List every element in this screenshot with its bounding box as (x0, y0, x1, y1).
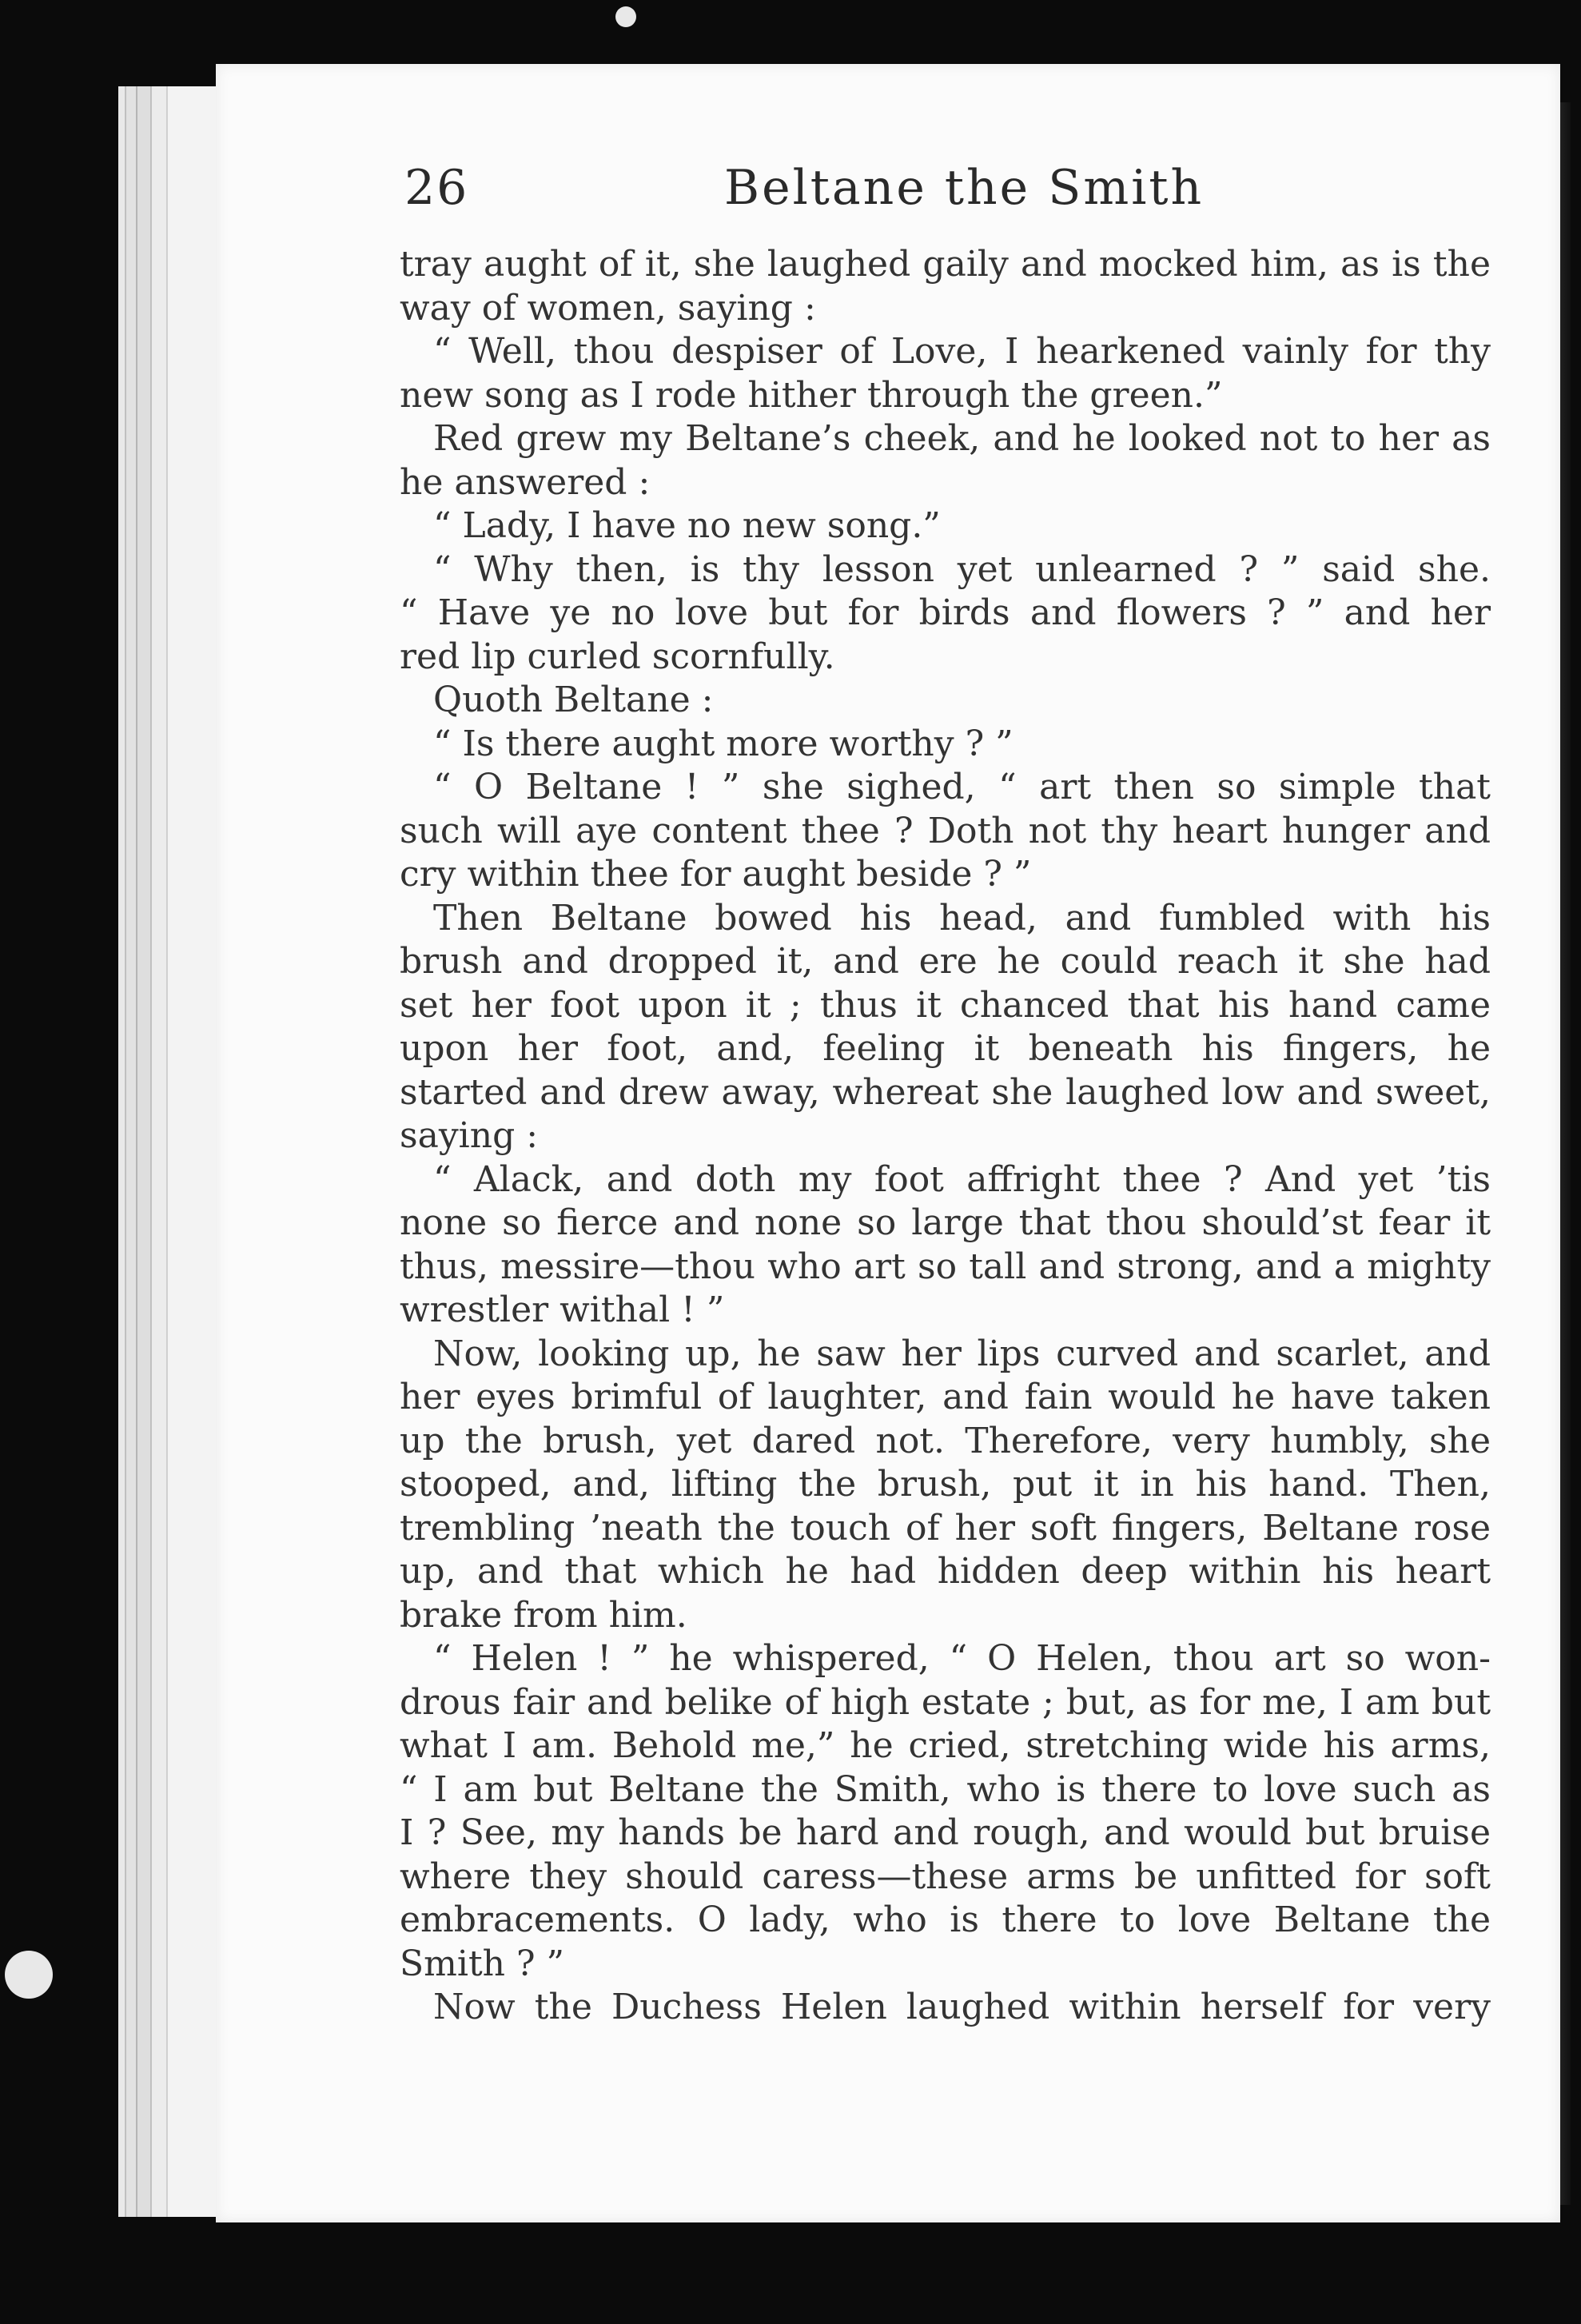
text-line: wrestler withal ! ” (400, 1290, 725, 1330)
text-line: Then Beltane bowed his head, and fumbled with his (433, 897, 1491, 939)
paragraph (400, 417, 1491, 504)
text-line: “ Alack, and doth my foot affright thee ? And yet ’tis (433, 1158, 1491, 1200)
text-line: Now, looking up, he saw her lips curved and scarlet, and (433, 1333, 1491, 1374)
text-line: “ Well, thou despiser of Love, I hearkened vainly for thy (433, 331, 1491, 372)
text-line: cry within thee for aught beside ? ” (400, 854, 1032, 895)
paragraph (400, 766, 1491, 897)
text-line: thus, messire—thou who art so tall and strong, and a mighty (400, 1246, 1491, 1287)
text-line: brake from him. (400, 1594, 687, 1636)
text-line: Smith ? ” (400, 1943, 565, 1984)
text-line: trembling ’neath the touch of her soft fingers, Beltane rose (400, 1507, 1491, 1549)
paragraph (400, 330, 1491, 417)
text-line: upon her foot, and, feeling it beneath his fingers, he (400, 1028, 1491, 1069)
paragraph (400, 679, 1491, 723)
text-line: up the brush, yet dared not. Therefore, very humbly, she (400, 1420, 1491, 1461)
text-line: “ Why then, is thy lesson yet unlearned ? ” said she. (433, 548, 1491, 590)
text-line: where they should caress—these arms be unfitted for soft (400, 1856, 1491, 1897)
paragraph (400, 243, 1491, 330)
text-line: “ Have ye no love but for birds and flowers ? ” and her (400, 592, 1491, 633)
text-line: set her foot upon it ; thus it chanced that his hand came (400, 984, 1491, 1026)
text-line: Quoth Beltane : (433, 680, 714, 720)
text-line: stooped, and, lifting the brush, put it in his hand. Then, (400, 1464, 1491, 1505)
text-line: “ O Beltane ! ” she sighed, “ art then so simple that (433, 767, 1491, 807)
paragraph (400, 1986, 1491, 2030)
dust-speck (5, 1951, 53, 1999)
dust-speck (615, 6, 636, 27)
paragraph (400, 504, 1491, 548)
paragraph (400, 1637, 1491, 1986)
text-line: none so fierce and none so large that thou should’st fear it (400, 1202, 1491, 1243)
text-line: “ Is there aught more worthy ? ” (433, 723, 1014, 764)
text-line: red lip curled scornfully. (400, 636, 835, 677)
text-line: her eyes brimful of laughter, and fain would he have taken (400, 1377, 1491, 1417)
running-header (404, 160, 1412, 256)
paragraph (400, 1158, 1491, 1333)
text-line: such will aye content thee ? Doth not thy heart hunger and (400, 810, 1491, 851)
text-line: “ I am but Beltane the Smith, who is there to love such as (400, 1768, 1491, 1810)
text-line: started and drew away, whereat she laughed low and sweet, (400, 1071, 1491, 1113)
text-line: tray aught of it, she laughed gaily and mocked him, as is the (400, 244, 1491, 285)
text-line: I ? See, my hands be hard and rough, and would but bruise (400, 1812, 1491, 1853)
paragraph (400, 1333, 1491, 1638)
body-text (400, 243, 1491, 2030)
paragraph (400, 723, 1491, 767)
text-line: drous fair and belike of high estate ; but, as for me, I am but (400, 1681, 1491, 1723)
text-line: brush and dropped it, and ere he could reach it she had (400, 941, 1491, 982)
text-line: saying : (400, 1115, 539, 1156)
paragraph (400, 897, 1491, 1158)
text-line: embracements. O lady, who is there to love Beltane the (400, 1899, 1491, 1940)
book-page (216, 64, 1560, 2222)
text-line: new song as I rode hither through the green.” (400, 374, 1223, 416)
text-line: he answered : (400, 461, 651, 503)
paragraph (400, 548, 1491, 680)
text-line: Now the Duchess Helen laughed within herself for very (433, 1987, 1491, 2027)
page-number: 26 (404, 160, 469, 216)
text-line: “ Lady, I have no new song.” (433, 505, 941, 546)
text-line: way of women, saying : (400, 287, 816, 329)
text-line: “ Helen ! ” he whispered, “ O Helen, thou art so won- (433, 1638, 1491, 1679)
text-line: up, and that which he had hidden deep within his heart (400, 1551, 1491, 1592)
text-line: Red grew my Beltane’s cheek, and he looked not to her as (433, 418, 1491, 459)
text-line: what I am. Behold me,” he cried, stretching wide his arms, (400, 1725, 1491, 1766)
running-title: Beltane the Smith (724, 160, 1205, 216)
